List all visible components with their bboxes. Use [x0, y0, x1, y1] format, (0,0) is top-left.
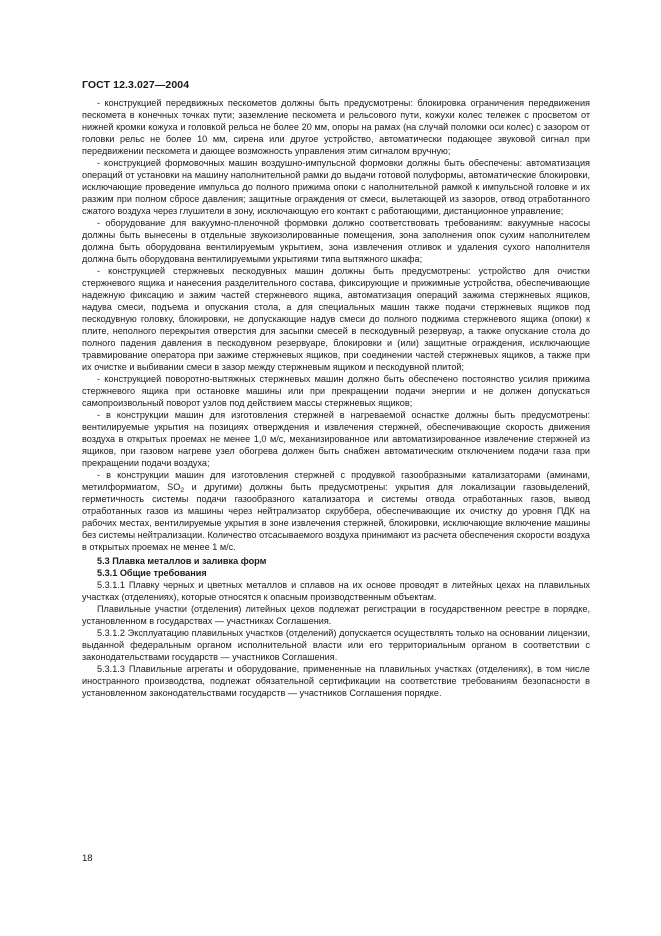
paragraph-heated-core-boxes: - в конструкции машин для изготовления стержней в нагреваемой оснастке должны быть предусмотрены: вентилируемые укрытия на позициях отверждения и извлечения стержней, обеспечивающие скорость движения воздуха в открытых проемах не менее 1,0 м/с, механизированное или автоматизированное извлечение стержней из ящиков, при газовом нагреве узел обогрева должен быть снабжен автоматическим отключением подачи газа при прекращении подачи воздуха;: [82, 410, 590, 468]
section-heading-5-3-1: 5.3.1 Общие требования: [97, 568, 207, 578]
paragraph-gas-catalyst-cores: [82, 469, 590, 553]
paragraph-air-impulse-molding: - конструкцией формовочных машин воздушно-импульсной формовки должны быть обеспечены: автоматизация операций от установки на машину наполнительной рамки до выдачи готовой полуформы, автоматические блокировки, исключающие проведение импульса до полного прижима опоки с наполнительной рамкой к импульсной головке и их разжим при полном сбросе давления; защитные ограждения от смеси, вылетающей из зазоров, отвод отработанного сжатого воздуха через глушители в зону, исключающую его контакт с работающими, дистанционное управление;: [82, 158, 590, 216]
paragraph-sand-throwers: - конструкцией передвижных пескометов должны быть предусмотрены: блокировка ограничения передвижения пескомета в конечных точках пути; заземление пескомета и рельсового пути, кожухи колес тележек с просветом от нижней кромки кожуха и головкой рельса не более 20 мм, опоры на рамах (на случай поломки оси колес) с зазором от головки рельс не более 10 мм, сирена или другое устройство, автоматически подающее звуковой сигнал при передвижении пескомета и дающее возможность управления этим сигналом вручную;: [82, 98, 590, 156]
page-number: 18: [82, 853, 93, 864]
paragraph-gas-catalyst-part1: - в конструкции машин для изготовления стержней с продувкой газообразными катализаторами (аминами, метилформиатом, SO: [82, 470, 590, 492]
paragraph-vacuum-film-molding: - оборудование для вакуумно-пленочной формовки должно соответствовать требованиям: вакуумные насосы должны быть вынесены в отдельные звукоизолированные помещения, зона заполнения опок сухим наполнителем должна быть оборудована вентилируемым укрытием, зона извлечения отливок и удаления сухого наполнителя должна быть оборудована вентилируемыми укрытиями типа вытяжного шкафа;: [82, 218, 590, 264]
paragraph-core-blowing-machines: - конструкцией стержневых пескодувных машин должны быть предусмотрены: устройство для очистки стержневого ящика и нанесения разделительного состава, фиксирующие и прижимные устройства, обеспечивающие надежную фиксацию и зажим частей стержневого ящика, автоматизация операций зажима стержневых ящиков, надува смеси, подъема и опускания стола, а для специальных машин также подачи стержневых ящиков под пескодувную головку, блокировки, не допускающие надув смеси до полного поджима стержневого ящика (опоки) к плите, неполного перекрытия отверстия для засыпки смесей в пескодувный резервуар, а также опускание стола до полного падения давления в пескодувном резервуаре, блокировки и (или) защитные ограждения, исключающие травмирование оператора при зажиме стержневых ящиков, при соединении частей стержневых ящиков, а также при их очистке и выбивании смеси в зазор между стержневым ящиком и пескодувной плитой;: [82, 266, 590, 372]
body-text: [82, 97, 590, 699]
section-heading-5-3: 5.3 Плавка металлов и заливка форм: [97, 556, 267, 566]
paragraph-5-3-1-3: 5.3.1.3 Плавильные агрегаты и оборудование, примененные на плавильных участках (отделениях), в том числе иностранного производства, подлежат обязательной сертификации на соответствие требованиям безопасности в установленном законодательствами государств — участников Соглашения порядке.: [82, 664, 590, 698]
page-header-standard-code: ГОСТ 12.3.027—2004: [82, 79, 190, 91]
so2-subscript: 2: [180, 487, 184, 494]
paragraph-5-3-1-1: 5.3.1.1 Плавку черных и цветных металлов и сплавов на их основе проводят в литейных цехах на плавильных участках (отделениях), которые относятся к опасным производственным объектам.: [82, 580, 590, 602]
paragraph-rotary-core-machines: - конструкцией поворотно-вытяжных стержневых машин должно быть обеспечено постоянство усилия прижима стержневого ящика при остановке машины или при прекращении подачи энергии и не должен допускаться самопроизвольный поворот узлов под действием массы стержневых ящиков;: [82, 374, 590, 408]
paragraph-gas-catalyst-part2: и другими) должны быть предусмотрены: укрытия для локализации газовыделений, герметичность системы подачи газообразного катализатора и системы отвода отработанных газов, вывод отработанных газов из машины через нейтрализатор скруббера, обеспечивающие их очистку до уровня ПДК на рабочих местах, вентилируемые укрытия в зоне извлечения стержней, блокировки, исключающие включение машины без системы нейтрализации. Количество отсасываемого воздуха принимают из расчета обеспечения скорости воздуха в открытых проемах не менее 1 м/с.: [82, 482, 590, 552]
paragraph-registration: Плавильные участки (отделения) литейных цехов подлежат регистрации в государственном реестре в порядке, установленном в государствах — участниках Соглашения.: [82, 604, 590, 626]
paragraph-5-3-1-2: 5.3.1.2 Эксплуатацию плавильных участков (отделений) допускается осуществлять только на основании лицензии, выданной федеральным органом исполнительной власти или его территориальным органом в соответствии с законодательствами государств — участников Соглашения.: [82, 628, 590, 662]
